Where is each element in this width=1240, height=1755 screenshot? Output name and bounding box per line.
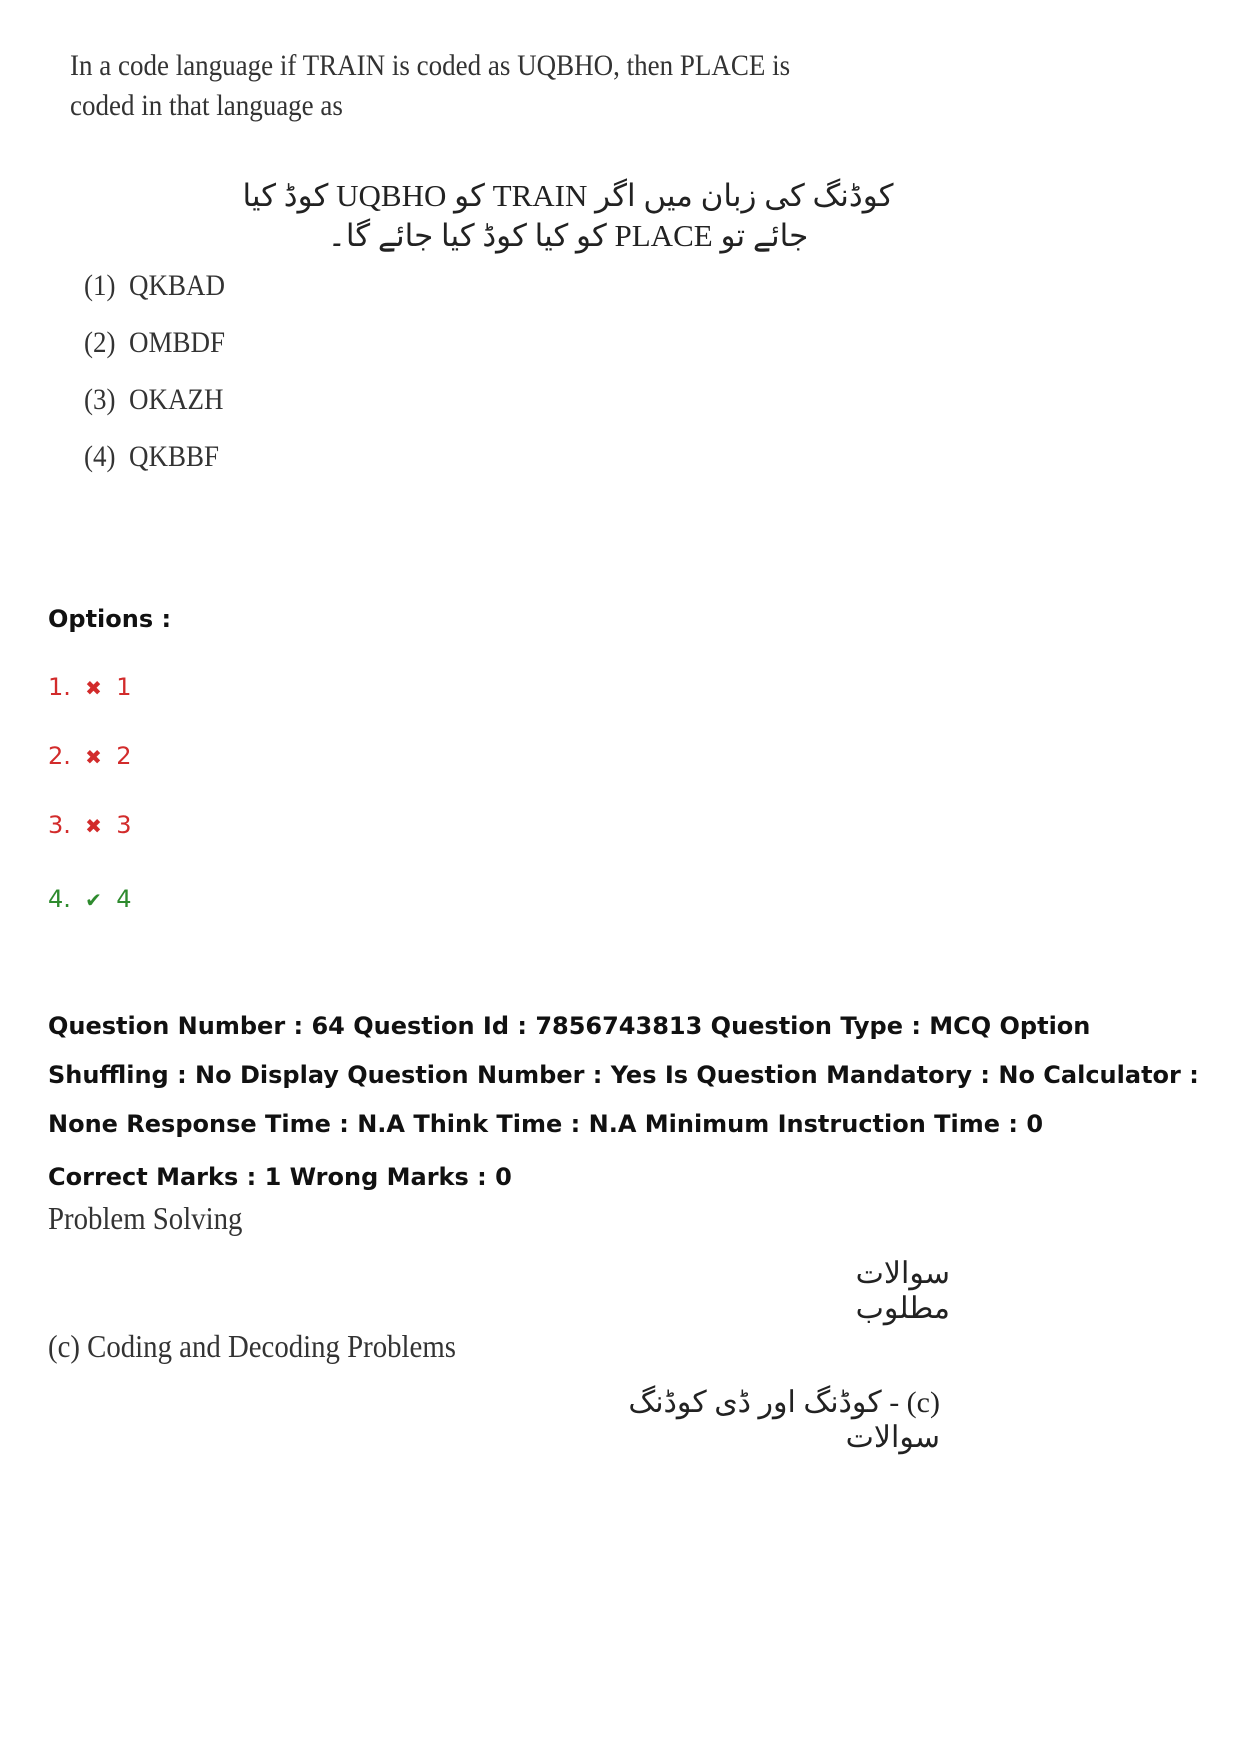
- choice-text: OKAZH: [129, 383, 224, 416]
- topic-title-urdu: (c) - کوڈنگ اور ڈی کوڈنگ سوالات: [628, 1386, 940, 1454]
- option-index: 2.: [48, 742, 71, 770]
- choice-item: [84, 437, 219, 477]
- option-value: 2: [116, 742, 132, 770]
- choice-number: (1): [84, 269, 116, 302]
- option-index: 3.: [48, 811, 71, 839]
- choice-text: QKBAD: [129, 269, 226, 302]
- section-title-urdu: سوالات مطلوب: [855, 1257, 950, 1325]
- choice-number: (2): [84, 326, 116, 359]
- option-index: 1.: [48, 673, 71, 701]
- wrong-mark-icon: ✖: [85, 745, 102, 769]
- section-title-english: Problem Solving: [48, 1200, 243, 1236]
- option-value: 1: [116, 673, 132, 701]
- choice-text: OMBDF: [129, 326, 226, 359]
- choice-text: QKBBF: [129, 440, 220, 473]
- choice-number: (3): [84, 383, 116, 416]
- question-metadata: Question Number : 64 Question Id : 7856743813 Question Type : MCQ Option Shuffling : No Display Question Number : Yes Is Question Mandatory : No Calculator : None Response Time : N.A Think Time : N.A Minimum Instruction Time : 0: [48, 1012, 1199, 1138]
- topic-title-english: (c) Coding and Decoding Problems: [48, 1328, 456, 1364]
- option-index: 4.: [48, 885, 71, 913]
- option-item: [48, 741, 131, 772]
- choice-item: [84, 380, 224, 420]
- option-value: 3: [116, 811, 132, 839]
- choice-number: (4): [84, 440, 116, 473]
- option-item: [48, 810, 131, 841]
- question-text-english: In a code language if TRAIN is coded as UQBHO, then PLACE is coded in that language as: [70, 49, 791, 122]
- question-text-urdu: کوڈنگ کی زبان میں اگر TRAIN کو UQBHO کوڈ کیا جائے تو PLACE کو کیا کوڈ کیا جائے گا۔: [242, 178, 894, 253]
- marks-info: Correct Marks : 1 Wrong Marks : 0: [48, 1163, 512, 1191]
- option-item: [48, 884, 131, 915]
- options-heading: Options :: [48, 605, 172, 633]
- wrong-mark-icon: ✖: [85, 676, 102, 700]
- wrong-mark-icon: ✖: [85, 814, 102, 838]
- choice-item: [84, 323, 225, 363]
- option-value: 4: [116, 885, 132, 913]
- option-item: [48, 672, 131, 703]
- choice-item: [84, 266, 225, 306]
- check-mark-icon: ✔: [85, 888, 102, 912]
